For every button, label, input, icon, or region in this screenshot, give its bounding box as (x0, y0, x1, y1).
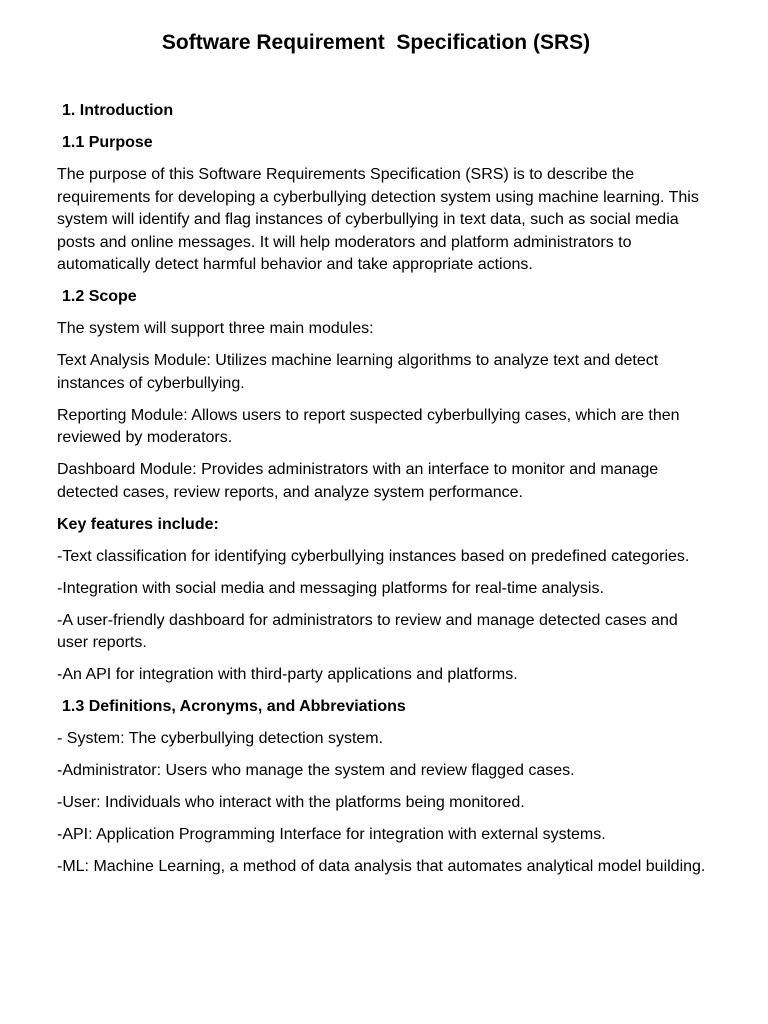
module-dashboard: Dashboard Module: Provides administrators with an interface to monitor and manage detected cases, review reports, and analyze system performance. (57, 461, 659, 501)
feature-item-api: -An API for integration with third-party applications and platforms. (57, 666, 518, 683)
definition-item-ml: -ML: Machine Learning, a method of data analysis that automates analytical model building. (57, 858, 706, 875)
document-title: Software Requirement Specification (SRS) (161, 31, 591, 54)
scope-intro-paragraph: The system will support three main modules: (57, 320, 374, 337)
module-text-analysis: Text Analysis Module: Utilizes machine learning algorithms to analyze text and detect instances of cyberbullying. (57, 352, 659, 392)
section-heading-scope: 1.2 Scope (62, 288, 137, 305)
feature-item-classification: -Text classification for identifying cyberbullying instances based on predefined categories. (57, 547, 690, 565)
definition-item-api: -API: Application Programming Interface for integration with external systems. (57, 826, 606, 843)
feature-item-integration: -Integration with social media and messaging platforms for real-time analysis. (57, 579, 604, 597)
section-heading-purpose: 1.1 Purpose (62, 134, 153, 151)
definition-item-system: - System: The cyberbullying detection system. (57, 730, 384, 747)
feature-item-dashboard: -A user-friendly dashboard for administrators to review and manage detected cases and user reports. (57, 611, 678, 651)
section-heading-introduction: 1. Introduction (62, 102, 174, 119)
purpose-paragraph: The purpose of this Software Requirements Specification (SRS) is to describe the requirements for developing a cyberbullying detection system using machine learning. This system will identify and flag instances of cyberbullying in text data, such as social media posts and online messages. It will help moderators and platform administrators to automatically detect harmful behavior and take appropriate actions. (57, 166, 699, 273)
document-body (57, 100, 707, 888)
section-heading-definitions: 1.3 Definitions, Acronyms, and Abbreviations (62, 698, 406, 715)
definition-item-administrator: -Administrator: Users who manage the system and review flagged cases. (57, 762, 575, 779)
definition-item-user: -User: Individuals who interact with the platforms being monitored. (57, 794, 525, 811)
key-features-heading: Key features include: (57, 515, 219, 533)
module-reporting: Reporting Module: Allows users to report suspected cyberbullying cases, which are then reviewed by moderators. (57, 406, 680, 446)
